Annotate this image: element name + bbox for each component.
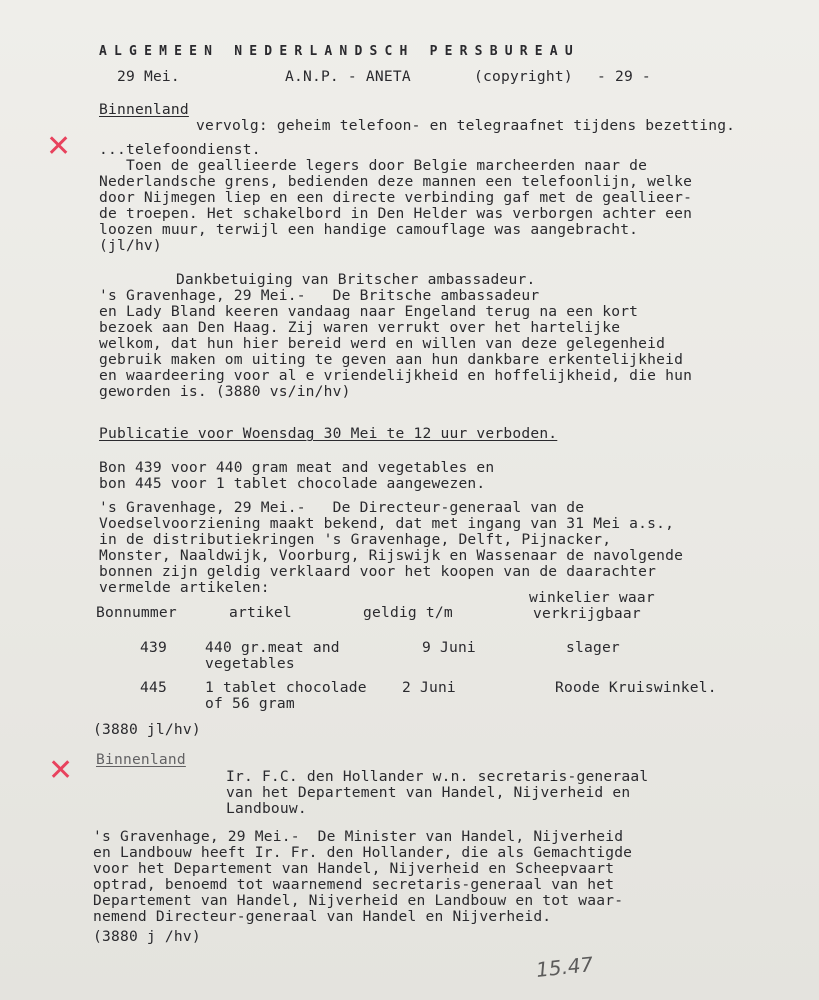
section4-signoff: (3880 j /hv) bbox=[93, 928, 201, 945]
section2-title: Dankbetuiging van Britscher ambassadeur. bbox=[176, 271, 536, 288]
section2-line-1: en Lady Bland keeren vandaag naar Engeland terug na een kort bbox=[99, 303, 639, 320]
section1-heading: Binnenland bbox=[99, 101, 189, 118]
section1-line-6: (jl/hv) bbox=[99, 237, 162, 254]
section4-title-1: van het Departement van Handel, Nijverheid en bbox=[226, 784, 631, 801]
row1-bon: 439 bbox=[140, 639, 167, 656]
section2-line-2: bezoek aan Den Haag. Zij waren verrukt over het hartelijke bbox=[99, 319, 621, 336]
section3-signoff: (3880 jl/hv) bbox=[93, 721, 201, 738]
section4-line-3: optrad, benoemd tot waarnemend secretaris-generaal van het bbox=[93, 876, 615, 893]
section1-line-5: loozen muur, terwijl een handige camouflage was aangebracht. bbox=[99, 221, 639, 238]
section1-line-4: de troepen. Het schakelbord in Den Helder was verborgen achter een bbox=[99, 205, 693, 222]
row2-geldig: 2 Juni bbox=[402, 679, 456, 696]
section4-line-2: voor het Departement van Handel, Nijverheid en Scheepvaart bbox=[93, 860, 615, 877]
section3-line-5: vermelde artikelen: bbox=[99, 579, 270, 596]
table-header-bonnummer: Bonnummer bbox=[96, 604, 177, 621]
handwritten-time: 15.47 bbox=[534, 952, 595, 982]
table-header-verkrijgbaar: verkrijgbaar bbox=[533, 605, 641, 622]
row2-bon: 445 bbox=[140, 679, 167, 696]
section2-line-5: en waardeering voor al e vriendelijkheid en hoffelijkheid, die hun bbox=[99, 367, 693, 384]
section4-line-4: Departement van Handel, Nijverheid en Landbouw en tot waar- bbox=[93, 892, 624, 909]
row2-artikel2: of 56 gram bbox=[205, 695, 295, 712]
bon-line-0: Bon 439 voor 440 gram meat and vegetables en bbox=[99, 459, 495, 476]
section1-subtitle: vervolg: geheim telefoon- en telegraafnet tijdens bezetting. bbox=[196, 117, 736, 134]
section3-heading: Publicatie voor Woensdag 30 Mei te 12 uur verboden. bbox=[99, 425, 558, 442]
section4-heading: Binnenland bbox=[96, 751, 186, 768]
header-page-number: - 29 - bbox=[597, 68, 651, 85]
section3-line-3: Monster, Naaldwijk, Voorburg, Rijswijk en Wassenaar de navolgende bbox=[99, 547, 684, 564]
section4-title-0: Ir. F.C. den Hollander w.n. secretaris-generaal bbox=[226, 768, 649, 785]
row2-winkelier: Roode Kruiswinkel. bbox=[555, 679, 717, 696]
header-date: 29 Mei. bbox=[117, 68, 180, 85]
header-copyright: (copyright) bbox=[474, 68, 573, 85]
section2-line-0: 's Gravenhage, 29 Mei.- De Britsche ambassadeur bbox=[99, 287, 540, 304]
bon-line-1: bon 445 voor 1 tablet chocolade aangewezen. bbox=[99, 475, 486, 492]
section1-line-2: Nederlandsche grens, bedienden deze mannen een telefoonlijn, welke bbox=[99, 173, 693, 190]
section4-line-1: en Landbouw heeft Ir. Fr. den Hollander, die als Gemachtigde bbox=[93, 844, 633, 861]
header-source: A.N.P. - ANETA bbox=[285, 68, 411, 85]
section3-line-2: in de distributiekringen 's Gravenhage, Delft, Pijnacker, bbox=[99, 531, 612, 548]
agency-name: ALGEMEEN NEDERLANDSCH PERSBUREAU bbox=[99, 44, 580, 59]
section4-line-5: nemend Directeur-generaal van Handel en Nijverheid. bbox=[93, 908, 552, 925]
section2-line-6: geworden is. (3880 vs/in/hv) bbox=[99, 383, 351, 400]
row1-artikel: 440 gr.meat and bbox=[205, 639, 340, 656]
section1-line-1: Toen de geallieerde legers door Belgie marcheerden naar de bbox=[99, 157, 648, 174]
section3-line-4: bonnen zijn geldig verklaard voor het koopen van de daarachter bbox=[99, 563, 657, 580]
section4-line-0: 's Gravenhage, 29 Mei.- De Minister van Handel, Nijverheid bbox=[93, 828, 624, 845]
section2-line-3: welkom, dat hun hier bereid werd en willen van deze gelegenheid bbox=[99, 335, 666, 352]
section1-line-3: door Nijmegen liep en een directe verbinding gaf met de geallieer- bbox=[99, 189, 693, 206]
row1-artikel2: vegetables bbox=[205, 655, 295, 672]
red-x-mark-2: ✕ bbox=[48, 753, 74, 788]
section4-title-2: Landbouw. bbox=[226, 800, 307, 817]
section3-line-1: Voedselvoorziening maakt bekend, dat met ingang van 31 Mei a.s., bbox=[99, 515, 675, 532]
row1-geldig: 9 Juni bbox=[422, 639, 476, 656]
table-header-artikel: artikel bbox=[229, 604, 292, 621]
section1-line-0: ...telefoondienst. bbox=[99, 141, 261, 158]
section3-line-0: 's Gravenhage, 29 Mei.- De Directeur-generaal van de bbox=[99, 499, 585, 516]
section2-line-4: gebruik maken om uiting te geven aan hun dankbare erkentelijkheid bbox=[99, 351, 684, 368]
table-header-geldig: geldig t/m bbox=[363, 604, 453, 621]
red-x-mark-1: ✕ bbox=[46, 129, 72, 164]
row1-winkelier: slager bbox=[566, 639, 620, 656]
table-header-winkelier: winkelier waar bbox=[529, 589, 655, 606]
row2-artikel: 1 tablet chocolade bbox=[205, 679, 367, 696]
